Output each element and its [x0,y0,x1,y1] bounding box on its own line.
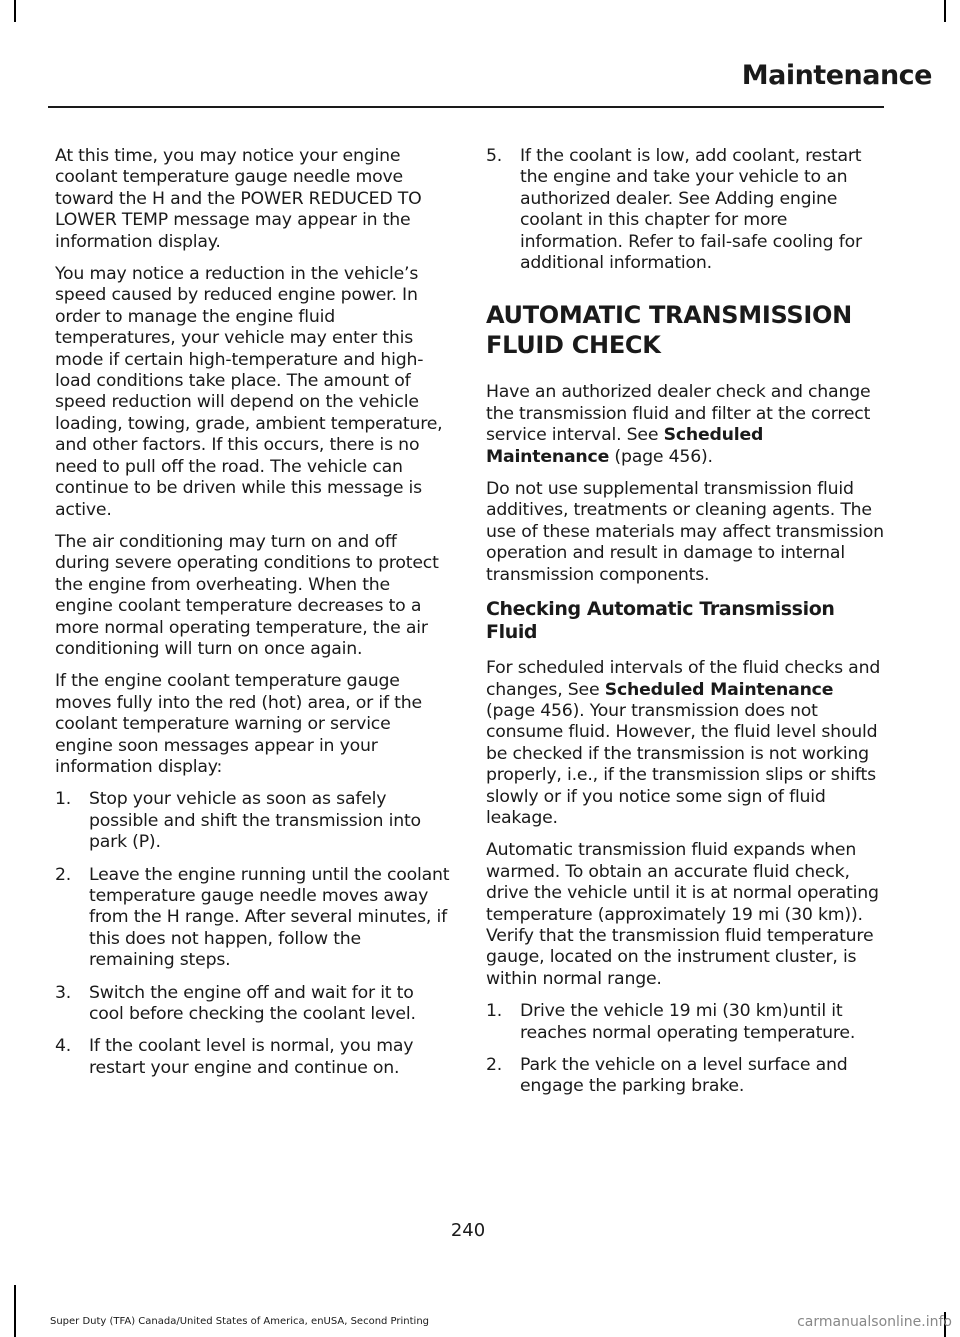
text-run: (page 456). Your transmission does not consume fluid. However, the fluid level should be checked if the transmission is not working properly, i.e., if the transmission slips or shifts slowly or if you notice some sign of fluid leakage. [486,700,878,828]
paragraph-scheduled-intervals [486,658,884,829]
list-number: 2. [486,1055,503,1075]
list-text: Stop your vehicle as soon as safely possible and shift the transmission into park (P). [89,789,421,853]
crop-mark-top-right [944,0,946,22]
list-text: Leave the engine running until the coolant temperature gauge needle moves away from the H range. After several minutes, if this does not happen, follow the remaining steps. [89,864,450,971]
list-text: If the coolant level is normal, you may restart your engine and continue on. [89,1036,414,1078]
footer-edition: Super Duty (TFA) Canada/United States of America, enUSA, Second Printing [50,1316,430,1327]
list-number: 5. [486,146,503,166]
paragraph-dealer-check [486,382,884,468]
list-item [55,789,450,853]
section-heading-transmission-fluid [486,300,884,360]
header-divider [48,106,884,108]
right-column [486,146,884,1109]
list-item [486,146,884,274]
text-run: (page 456). [609,446,713,467]
paragraph-red-zone: If the engine coolant temperature gauge moves fully into the red (hot) area, or if the coolant temperature warning or service engine soon messages appear in your information display: [55,671,422,777]
list-number: 1. [486,1001,503,1022]
paragraph-gauge-notice: At this time, you may notice your engine coolant temperature gauge needle move toward the H and the POWER REDUCED TO LOWER TEMP message may appear in the information display. [55,146,422,252]
cross-reference-link[interactable]: Scheduled Maintenance [486,425,764,467]
list-item [55,1036,450,1079]
paragraph-air-conditioning: The air conditioning may turn on and off during severe operating conditions to protect the engine from overheating. When the engine coolant temperature decreases to a more normal operating temperature, the air conditioning will turn on once again. [55,531,439,659]
list-text: Switch the engine off and wait for it to cool before checking the coolant level. [89,982,416,1025]
list-item [486,1055,884,1098]
list-item [55,865,450,972]
list-number: 3. [55,982,72,1003]
text-run: Have an authorized dealer check and change the transmission fluid and filter at the correct service interval. See [486,382,871,446]
list-text: Drive the vehicle 19 mi (30 km)until it reaches normal operating temperature. [520,1001,856,1043]
page-number: 240 [450,1220,486,1241]
list-text: If the coolant is low, add coolant, restart the engine and take your vehicle to an authorized dealer. See Adding engine coolant in this chapter for more information. Refer to fail-safe cooling for additional information. [520,146,862,274]
left-column [55,146,450,1090]
paragraph-fluid-expands: Automatic transmission fluid expands when warmed. To obtain an accurate fluid check, drive the vehicle until it is at normal operating temperature (approximately 19 mi (30 km)). Verify that the transmission fluid temperature gauge, located on the instrument cluster, is within normal range. [486,840,879,989]
section-heading-line: FLUID CHECK [486,331,661,360]
subsection-heading-checking-fluid: Checking Automatic Transmission Fluid [486,598,835,644]
list-text: Park the vehicle on a level surface and engage the parking brake. [520,1055,848,1097]
paragraph-additives: Do not use supplemental transmission fluid additives, treatments or cleaning agents. The use of these materials may affect transmission operation and result in damage to internal transmission components. [486,479,884,585]
list-item [486,1001,884,1044]
paragraph-speed-reduction: You may notice a reduction in the vehicle’s speed caused by reduced engine power. In order to manage the engine fluid temperatures, your vehicle may enter this mode if certain high-temperature and high-load conditions take place. The amount of speed reduction will depend on the vehicle loading, towing, grade, ambient temperature, and other factors. If this occurs, there is no need to pull off the road. The vehicle can continue to be driven while this message is active. [55,264,443,520]
watermark: carmanualsonline.info [797,1314,952,1330]
list-item [55,983,450,1026]
list-number: 1. [55,789,72,810]
section-heading-line: AUTOMATIC TRANSMISSION [486,301,852,330]
cross-reference-link[interactable]: Scheduled Maintenance [604,679,834,700]
crop-mark-bottom-left [14,1285,16,1337]
crop-mark-top-left [14,0,16,22]
page-title: Maintenance [741,60,932,91]
text-run: For scheduled intervals of the fluid checks and changes, See [486,658,881,700]
list-number: 4. [55,1036,72,1057]
list-number: 2. [55,864,72,885]
